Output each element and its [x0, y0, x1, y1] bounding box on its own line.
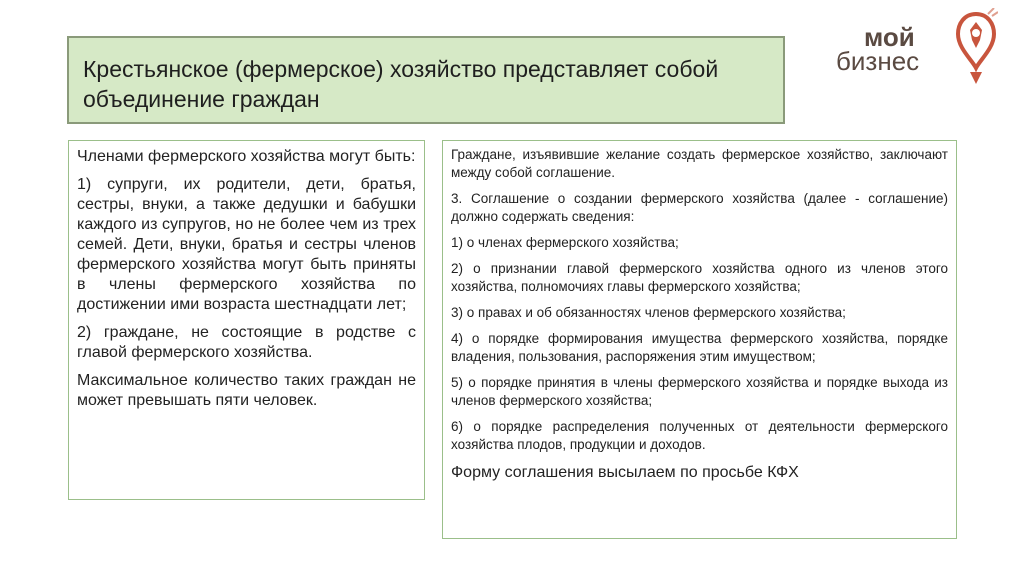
members-paragraph-3: 2) граждане, не состоящие в родстве с главой фермерского хозяйства. [77, 324, 416, 361]
members-paragraph-2: 1) супруги, их родители, дети, братья, сестры, внуки, а также дедушки и бабушки каждого из супругов, но не более чем из трех семей. Дети, внуки, братья и сестры членов фермерского хозяйства могут быть приняты в члены фермерского хозяйства по достижении ими возраста шестнадцати лет; [77, 176, 416, 313]
agreement-paragraph-4: 2) о признании главой фермерского хозяйства одного из членов этого хозяйства, полномочиях главы фермерского хозяйства; [451, 261, 948, 294]
agreement-paragraph-1: Граждане, изъявившие желание создать фермерское хозяйство, заключают между собой соглашение. [451, 147, 948, 180]
location-pin-icon [954, 8, 998, 86]
members-paragraph-4: Максимальное количество таких граждан не может превышать пяти человек. [77, 372, 416, 409]
members-text-box [68, 140, 425, 500]
members-paragraph-1: Членами фермерского хозяйства могут быть: [77, 148, 416, 165]
agreement-paragraph-6: 4) о порядке формирования имущества фермерского хозяйства, порядке владения, пользования, распоряжения этим имуществом; [451, 331, 948, 364]
title-box [67, 36, 785, 124]
agreement-paragraph-2: 3. Соглашение о создании фермерского хозяйства (далее - соглашение) должно содержать сведения: [451, 191, 948, 224]
agreement-closing-note: Форму соглашения высылаем по просьбе КФХ [451, 464, 799, 481]
agreement-paragraph-7: 5) о порядке принятия в члены фермерского хозяйства и порядке выхода из членов фермерского хозяйства; [451, 375, 948, 408]
logo-text-line1: мой [864, 22, 915, 52]
agreement-paragraph-5: 3) о правах и об обязанностях членов фермерского хозяйства; [451, 305, 846, 320]
brand-logo [836, 8, 1006, 88]
agreement-paragraph-8: 6) о порядке распределения полученных от деятельности фермерского хозяйства плодов, продукции и доходов. [451, 419, 948, 452]
logo-text-line2: бизнес [836, 46, 920, 76]
agreement-paragraph-3: 1) о членах фермерского хозяйства; [451, 235, 679, 250]
agreement-text-box [442, 140, 957, 539]
page-title: Крестьянское (фермерское) хозяйство представляет собой объединение граждан [83, 56, 719, 112]
